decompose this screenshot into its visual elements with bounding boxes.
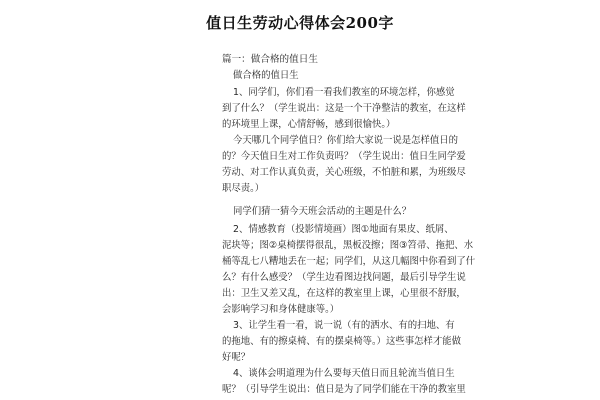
paragraph-line: 好呢？ xyxy=(222,352,251,363)
paragraph-line: 2、情感教育（投影情境画）图①地面有果皮、纸屑、 xyxy=(233,224,454,235)
paragraph-line: 劳动、对工作认真负责，关心班级，不怕脏和累，为班级尽 xyxy=(222,167,466,178)
paragraph-line: 的拖地、有的擦桌椅、有的摆桌椅等。）这些事怎样才能做 xyxy=(222,336,462,347)
subsection-heading: 做合格的值日生 xyxy=(233,70,299,81)
paragraph-line: 到了什么？（学生说出：这是一个干净整洁的教室，在这样 xyxy=(222,103,466,114)
paragraph-line: 的？今天值日生对工作负责吗？（学生说出：值日生同学爱 xyxy=(222,151,466,162)
paragraph-line: 会影响学习和身体健康等。） xyxy=(222,304,340,315)
paragraph-line: 职尽责。） xyxy=(222,183,265,194)
paragraph-line: 桶等乱七八糟地丢在一起；同学们，从这几幅图中你看到了什 xyxy=(222,256,476,267)
paragraph-line: 出：卫生又差又乱，在这样的教室里上课，心里很不舒服， xyxy=(222,288,466,299)
paragraph-line: 么？有什么感受？（学生边看图边找问题，最后引导学生说 xyxy=(222,272,466,283)
paragraph-line: 泥块等；图②桌椅摆得很乱，黑板没擦；图③笤帚、拖把、水 xyxy=(222,240,474,251)
paragraph-line: 4、谈体会明道理为什么要每天值日而且轮流当值日生 xyxy=(233,368,455,379)
paragraph-line: 呢？（引导学生说出：值日是为了同学们能在干净的教室里 xyxy=(222,384,466,395)
paragraph-line: 3、让学生看一看，说一说（有的洒水、有的扫地、有 xyxy=(233,320,455,331)
paragraph-line: 1、同学们，你们看一看我们教室的环境怎样，你感觉 xyxy=(233,87,455,98)
paragraph-line: 的环境里上课，心情舒畅，感到很愉快。） xyxy=(222,119,396,130)
paragraph-line: 今天哪几个同学值日？你们给大家说一说是怎样值日的 xyxy=(233,135,459,146)
section-heading: 篇一：做合格的值日生 xyxy=(222,54,318,65)
document-title: 值日生劳动心得体会200字 xyxy=(206,14,394,32)
paragraph-line: 同学们猜一猜今天班会活动的主题是什么？ xyxy=(233,206,412,217)
